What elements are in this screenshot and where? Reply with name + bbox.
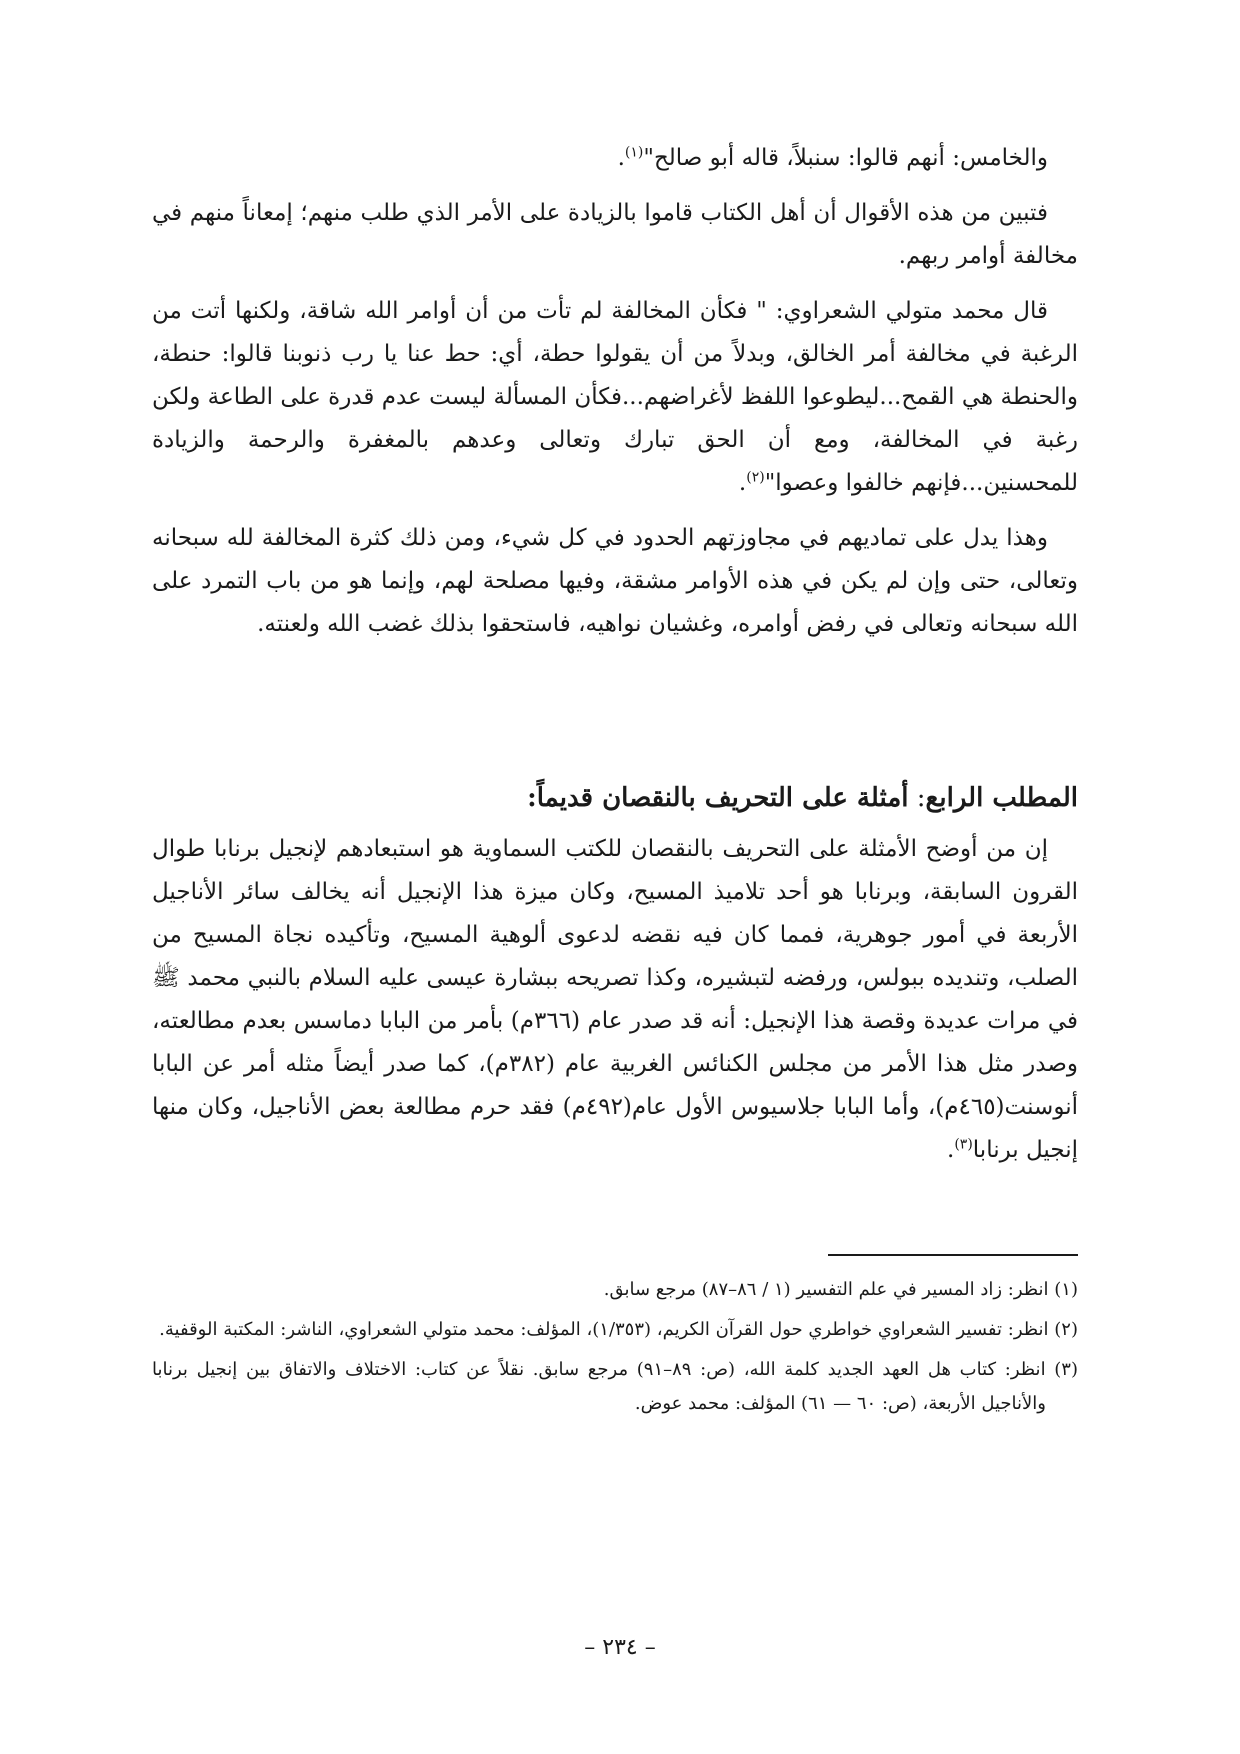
heading-separator: : xyxy=(908,783,926,813)
footnote-text: انظر: تفسير الشعراوي خواطري حول القرآن الكريم، (١/٣٥٣)، المؤلف: محمد متولي الشعراوي، الناشر: المكتبة الوقفية. xyxy=(159,1319,1055,1340)
footnote xyxy=(152,1353,1078,1421)
paragraph-text: فتبين من هذه الأقوال أن أهل الكتاب قاموا بالزيادة على الأمر الذي طلب منهم؛ إمعاناً منهم في مخالفة أوامر ربهم. xyxy=(152,200,1078,269)
page-number: – ٢٣٤ – xyxy=(584,1635,656,1660)
footnote-number: (١) xyxy=(1054,1279,1078,1300)
paragraph-text: إن من أوضح الأمثلة على التحريف بالنقصان للكتب السماوية هو استبعادهم لإنجيل برنابا طوال القرون السابقة، وبرنابا هو أحد تلاميذ المسيح، وكان ميزة هذا الإنجيل أنه يخالف سائر الأناجيل الأربعة في أمور جوهرية، فمما كان فيه نقضه لدعوى ألوهية المسيح، وتأكيده نجاة المسيح من الصلب، وتنديده ببولس، ورفضه لتبشيره، وكذا تصريحه ببشارة عيسى عليه السلام بالنبي محمد ﷺ في مرات عديدة وقصة هذا الإنجيل: أنه قد صدر عام (٣٦٦م) بأمر من البابا دماسس بعدم مطالعته، وصدر مثل هذا الأمر من مجلس الكنائس الغربية عام (٣٨٢م)، كما صدر أيضاً مثله أمر عن البابا أنوسنت(٤٦٥م)، وأما البابا جلاسيوس الأول عام(٤٩٢م) فقد حرم مطالعة بعض الأناجيل، وكان منها إنجيل برنابا xyxy=(152,836,1078,1163)
footnotes xyxy=(152,1273,1078,1427)
paragraph-text: وهذا يدل على تماديهم في مجاوزتهم الحدود في كل شيء، ومن ذلك كثرة المخالفة لله سبحانه وتعالى، حتى وإن لم يكن في هذه الأوامر مشقة، وفيها مصلحة لهم، وإنما هو من باب التمرد على الله سبحانه وتعالى في رفض أوامره، وغشيان نواهيه، فاستحقوا بذلك غضب الله ولعنته. xyxy=(152,525,1078,637)
paragraph xyxy=(152,137,1078,180)
footnote-divider xyxy=(828,1254,1078,1256)
section xyxy=(152,778,1078,1172)
footnote-number: (٣) xyxy=(1054,1359,1078,1380)
paragraph-text: والخامس: أنهم قالوا: سنبلاً، قاله أبو صالح" xyxy=(643,145,1048,171)
body-text xyxy=(152,137,1078,646)
heading-title: أمثلة على التحريف بالنقصان قديماً: xyxy=(527,783,909,813)
paragraph-end: . xyxy=(738,470,747,496)
paragraph-end: . xyxy=(617,145,625,171)
footnote-text: انظر: زاد المسير في علم التفسير (١ / ٨٦–٨٧) مرجع سابق. xyxy=(603,1279,1055,1300)
section-paragraph xyxy=(152,828,1078,1172)
paragraph xyxy=(152,192,1078,278)
paragraph-quote xyxy=(152,290,1078,505)
footnote-text: انظر: كتاب هل العهد الجديد كلمة الله، (ص: ٨٩–٩١) مرجع سابق. نقلاً عن كتاب: الاختلاف والاتفاق بين إنجيل برنابا والأناجيل الأربعة، (ص: ٦٠ — ٦١) المؤلف: محمد عوض. xyxy=(152,1359,1055,1414)
paragraph-end: . xyxy=(947,1137,955,1163)
paragraph-text: قال محمد متولي الشعراوي: " فكأن المخالفة لم تأت من أن أوامر الله شاقة، ولكنها أتت من الرغبة في مخالفة أمر الخالق، وبدلاً من أن يقولوا حطة، أي: حط عنا يا رب ذنوبنا قالوا: حنطة، والحنطة هي القمح...ليطوعوا اللفظ لأغراضهم...فكأن المسألة ليست عدم قدرة على الطاعة ولكن رغبة في المخالفة، ومع أن الحق تبارك وتعالى وعدهم بالمغفرة والرحمة والزيادة للمحسنين...فإنهم خالفوا وعصوا" xyxy=(152,298,1078,496)
footnote xyxy=(152,1313,1078,1347)
footnote-number: (٢) xyxy=(1054,1319,1078,1340)
footnote xyxy=(152,1273,1078,1307)
footnote-ref[interactable]: (١) xyxy=(624,144,644,161)
footnote-ref[interactable]: (٣) xyxy=(954,1136,973,1153)
footnote-ref[interactable]: (٢) xyxy=(746,469,765,486)
heading-label: المطلب الرابع xyxy=(925,783,1078,813)
section-heading xyxy=(152,778,1078,818)
paragraph xyxy=(152,517,1078,646)
